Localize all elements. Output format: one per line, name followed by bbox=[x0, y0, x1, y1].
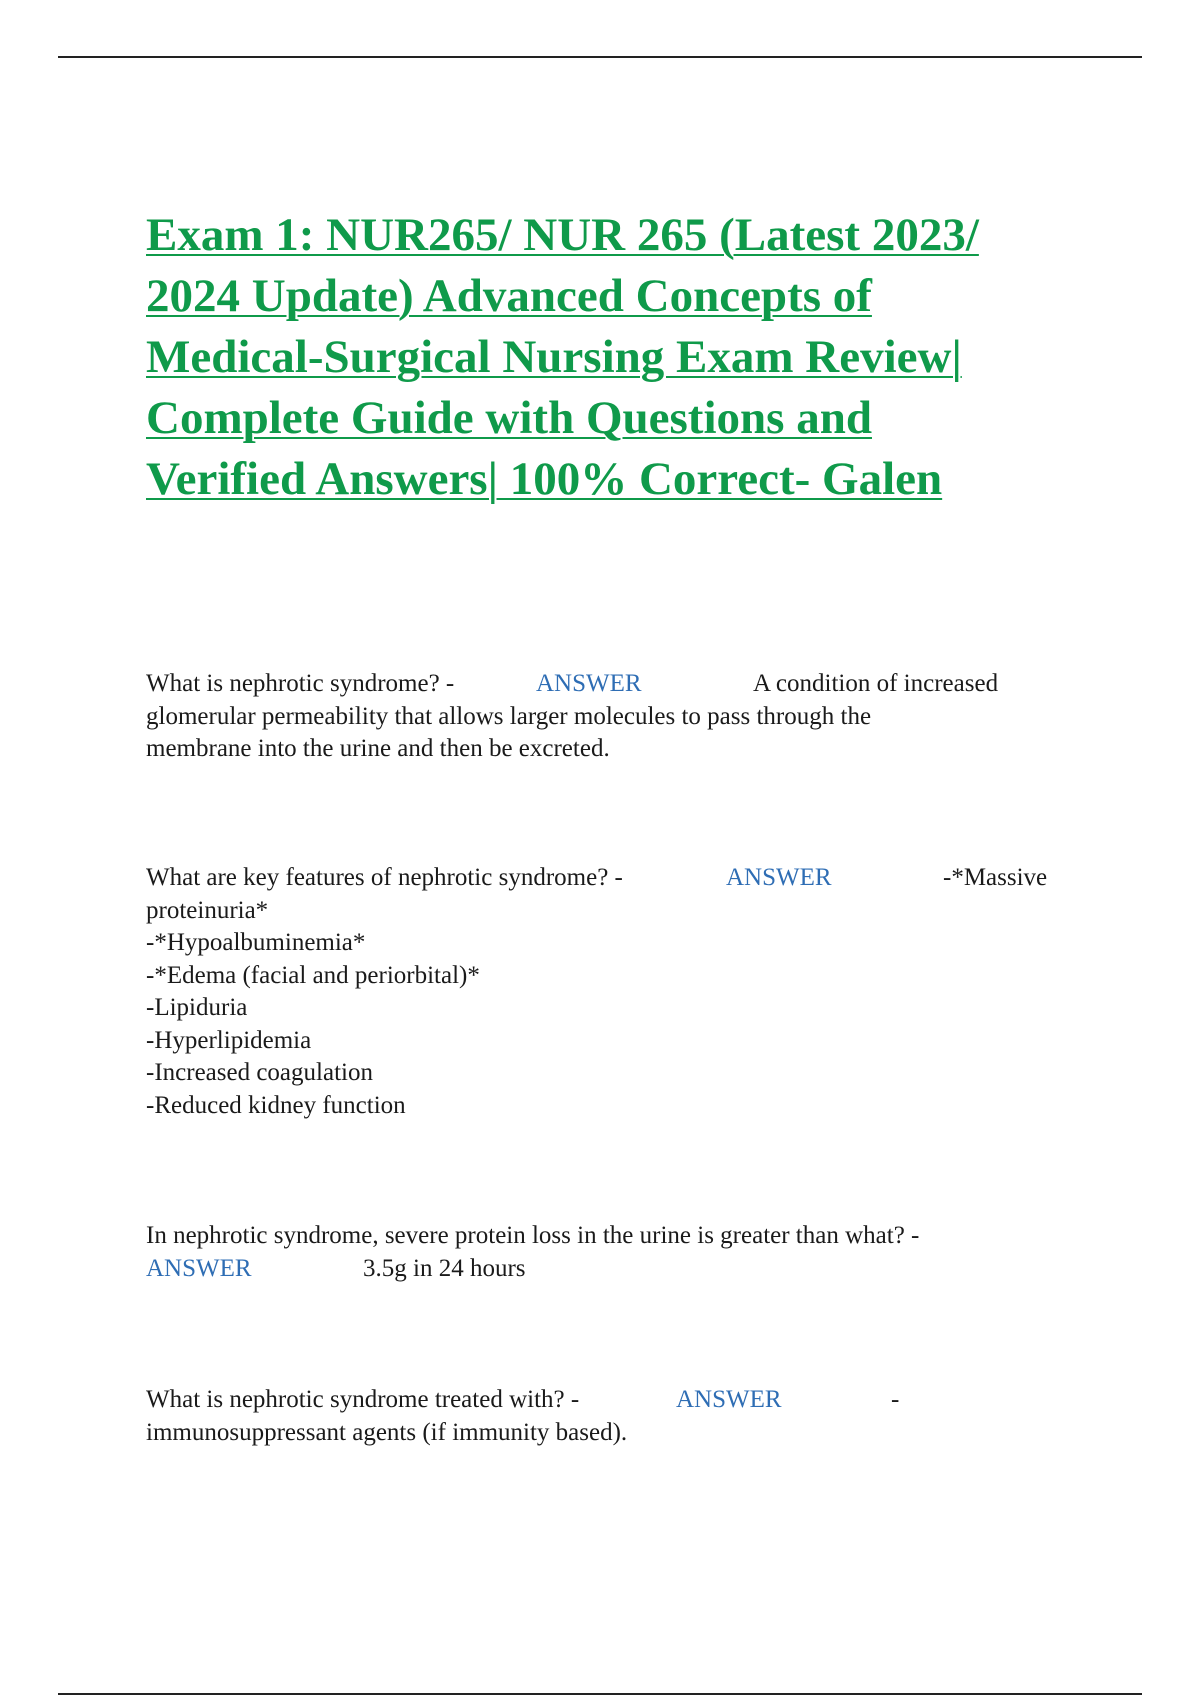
answer-text: - bbox=[891, 1386, 900, 1413]
qa-item bbox=[146, 668, 1086, 766]
qa-item bbox=[146, 862, 1086, 1122]
title-line: Exam 1: NUR265/ NUR 265 (Latest 2023/ bbox=[146, 209, 979, 261]
document-title[interactable] bbox=[146, 205, 1106, 510]
answer-line: -*Hypoalbuminemia* bbox=[146, 929, 366, 956]
answer-text: A condition of increased bbox=[753, 670, 999, 697]
answer-line: -Lipiduria bbox=[146, 994, 248, 1021]
answer-line: -Reduced kidney function bbox=[146, 1091, 406, 1119]
answer-label: ANSWER bbox=[536, 670, 642, 697]
qa-item bbox=[146, 1220, 1086, 1285]
answer-label: ANSWER bbox=[146, 1254, 252, 1282]
title-line: 2024 Update) Advanced Concepts of bbox=[146, 270, 872, 322]
qa-first-line bbox=[146, 862, 1086, 895]
header-rule bbox=[58, 56, 1142, 58]
answer-text: -*Massive bbox=[943, 864, 1048, 891]
answer-label: ANSWER bbox=[676, 1386, 782, 1413]
title-line: Medical-Surgical Nursing Exam Review| bbox=[146, 331, 962, 383]
answer-line: immunosuppressant agents (if immunity based). bbox=[146, 1418, 628, 1446]
question-text: What are key features of nephrotic syndrome? - bbox=[146, 864, 623, 891]
question-text: What is nephrotic syndrome? - bbox=[146, 670, 455, 697]
question-text: In nephrotic syndrome, severe protein loss in the urine is greater than what? - bbox=[146, 1222, 920, 1249]
answer-line: proteinuria* bbox=[146, 896, 269, 924]
question-text: What is nephrotic syndrome treated with? - bbox=[146, 1386, 580, 1413]
answer-line: glomerular permeability that allows larger molecules to pass through the bbox=[146, 702, 872, 730]
answer-line: -Hyperlipidemia bbox=[146, 1026, 312, 1054]
answer-line: -Increased coagulation bbox=[146, 1059, 373, 1086]
answer-line: -*Edema (facial and periorbital)* bbox=[146, 961, 480, 989]
qa-first-line bbox=[146, 668, 1086, 701]
answer-label: ANSWER bbox=[726, 864, 832, 891]
title-line: Complete Guide with Questions and bbox=[146, 392, 872, 444]
qa-first-line bbox=[146, 1384, 1086, 1417]
qa-answer-line bbox=[146, 1253, 1086, 1286]
footer-rule bbox=[58, 1693, 1142, 1695]
title-line: Verified Answers| 100% Correct- Galen bbox=[146, 453, 943, 505]
answer-line: membrane into the urine and then be excreted. bbox=[146, 735, 610, 762]
qa-item bbox=[146, 1384, 1086, 1449]
answer-text: 3.5g in 24 hours bbox=[363, 1254, 526, 1282]
